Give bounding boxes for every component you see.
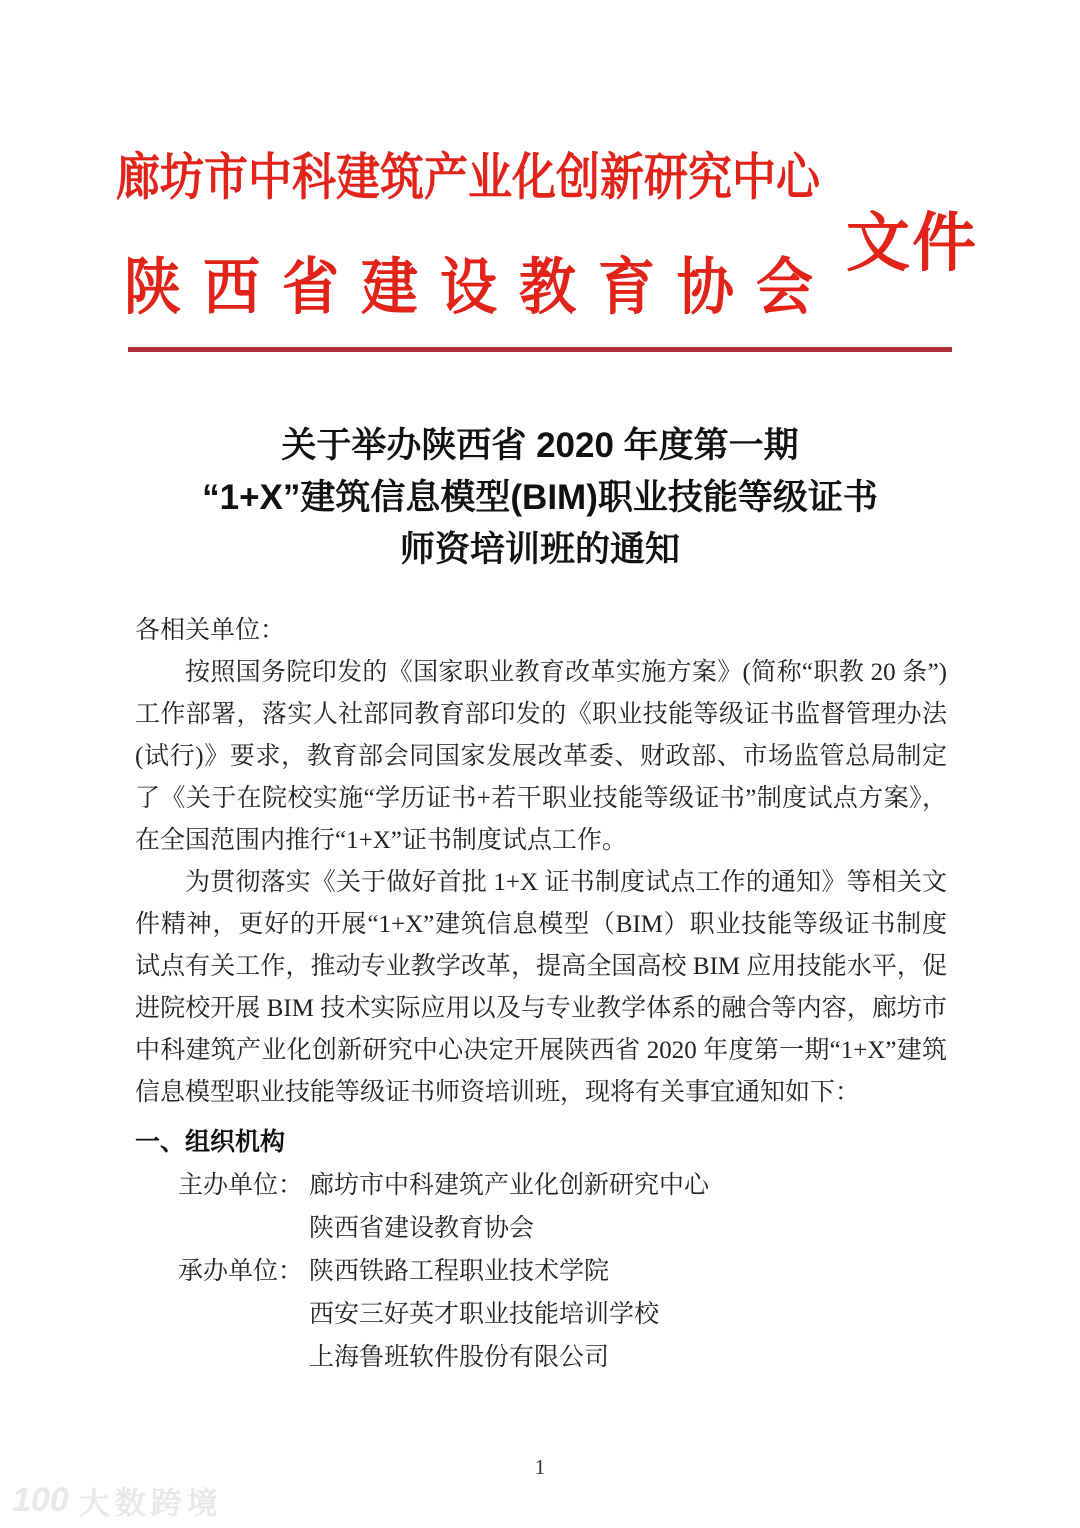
title-line-2: “1+X”建筑信息模型(BIM)职业技能等级证书 <box>202 478 878 517</box>
org-row-host-1 <box>135 1164 947 1207</box>
body-paragraph: 按照国务院印发的《国家职业教育改革实施方案》(简称“职教 20 条”) 工作部署，落实人社部同教育部印发的《职业技能等级证书监督管理办法(试行)》要求，教育部会同国家发展改革委、财政部、市场监管总局制定了《关于在院校实施“学历证书+若干职业技能等级证书”制度试点方案》，在全国范围内推行“1+X”证书制度试点工作。 <box>135 659 947 854</box>
issuer-name-line1: 廊坊市中科建筑产业化创新研究中心 <box>116 149 820 207</box>
page-number: 1 <box>534 1455 546 1479</box>
org-value: 西安三好英才职业技能培训学校 <box>309 1301 660 1328</box>
org-label <box>178 1336 309 1379</box>
title-line-3: 师资培训班的通知 <box>399 530 680 569</box>
org-label <box>178 1207 309 1250</box>
section-heading-organization: 一、组织机构 <box>135 1128 286 1156</box>
org-row-organizer-1 <box>135 1250 947 1293</box>
watermark-text: 大数跨境 <box>78 1486 223 1521</box>
org-value: 陕西省建设教育协会 <box>309 1215 535 1242</box>
title-line-1: 关于举办陕西省 2020 年度第一期 <box>281 426 799 465</box>
doc-type-label: 文件 <box>846 208 978 279</box>
issuer-name-line2: 陕西省建设教育协会 <box>124 254 835 323</box>
watermark <box>12 1478 223 1523</box>
org-label <box>178 1293 309 1336</box>
org-value: 陕西铁路工程职业技术学院 <box>309 1258 610 1285</box>
org-label: 承办单位： <box>178 1258 304 1285</box>
body-paragraph: 为贯彻落实《关于做好首批 1+X 证书制度试点工作的通知》等相关文件精神，更好的开展“1+X”建筑信息模型（BIM）职业技能等级证书制度试点有关工作，推动专业教学改革，提高全国高校 BIM 应用技能水平，促进院校开展 BIM 技术实际应用以及与专业教学体系的融合等内容，廊坊市中科建筑产业化创新研究中心决定开展陕西省 2020 年度第一期“1+X”建筑信息模型职业技能等级证书师资培训班，现将有关事宜通知如下： <box>135 869 947 1106</box>
org-row-organizer-3 <box>135 1336 947 1379</box>
org-row-organizer-2 <box>135 1293 947 1336</box>
watermark-logo-icon: 100 <box>12 1481 69 1519</box>
document-title <box>0 420 1080 576</box>
salutation: 各相关单位： <box>135 617 286 644</box>
org-row-host-2 <box>135 1207 947 1250</box>
document-body <box>135 610 947 1379</box>
letterhead-rule <box>128 347 952 352</box>
org-label: 主办单位： <box>178 1172 304 1199</box>
org-value: 廊坊市中科建筑产业化创新研究中心 <box>309 1172 710 1199</box>
org-value: 上海鲁班软件股份有限公司 <box>309 1344 610 1371</box>
